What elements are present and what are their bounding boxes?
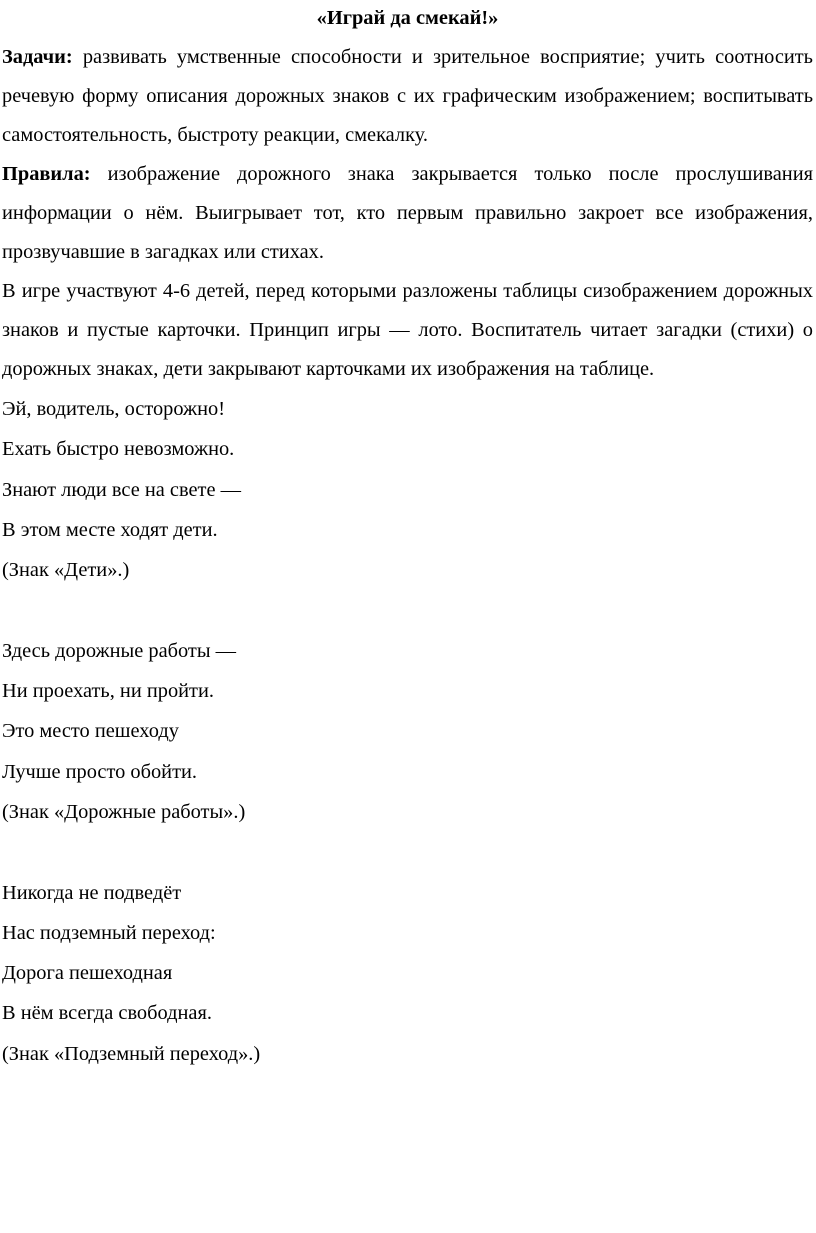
rules-text: изображение дорожного знака закрывается только после прослушивания информации о нём. Выигрывает тот, кто первым правильно закроет все изображения, прозвучавшие в загадках или стихах. (2, 163, 813, 263)
verse-road-works (2, 631, 813, 832)
verse-line: Это место пешеходу (2, 720, 179, 743)
tasks-text: развивать умственные способности и зрительное восприятие; учить соотносить речевую форму описания дорожных знаков с их графическим изображением; воспитывать самостоятельность, быстроту реакции, смекалку. (2, 46, 813, 146)
verse-line: Знают люди все на свете — (2, 478, 241, 501)
verse-line: В нём всегда свободная. (2, 1002, 212, 1025)
verse-line: В этом месте ходят дети. (2, 518, 218, 541)
game-title: «Играй да смекай!» (316, 7, 499, 29)
verse-children (2, 389, 813, 590)
tasks-paragraph (2, 38, 813, 155)
verse-line: Дорога пешеходная (2, 962, 173, 985)
stanza-gap (2, 832, 813, 872)
verse-line: Здесь дорожные работы — (2, 639, 237, 662)
tasks-label: Задачи: (2, 46, 73, 68)
verse-line: Ехать быстро невозможно. (2, 438, 235, 461)
verse-line: Никогда не подведёт (2, 881, 182, 904)
verse-answer: (Знак «Подземный переход».) (2, 1042, 261, 1065)
stanza-gap (2, 590, 813, 630)
verse-line: Эй, водитель, осторожно! (2, 398, 226, 420)
verse-underpass (2, 873, 813, 1074)
description-paragraph: В игре участвуют 4-6 детей, перед которыми разложены таблицы сизображением дорожных знаков и пустые карточки. Принцип игры — лото. Воспитатель читает загадки (стихи) о дорожных знаках, дети закрывают карточками их изображения на таблице. (2, 280, 813, 380)
verse-answer: (Знак «Дети».) (2, 559, 130, 582)
verse-line: Ни проехать, ни пройти. (2, 680, 214, 703)
verse-line: Нас подземный переход: (2, 921, 216, 944)
verse-answer: (Знак «Дорожные работы».) (2, 800, 246, 823)
rules-paragraph (2, 155, 813, 272)
verse-line: Лучше просто обойти. (2, 760, 198, 783)
rules-label: Правила: (2, 163, 91, 185)
